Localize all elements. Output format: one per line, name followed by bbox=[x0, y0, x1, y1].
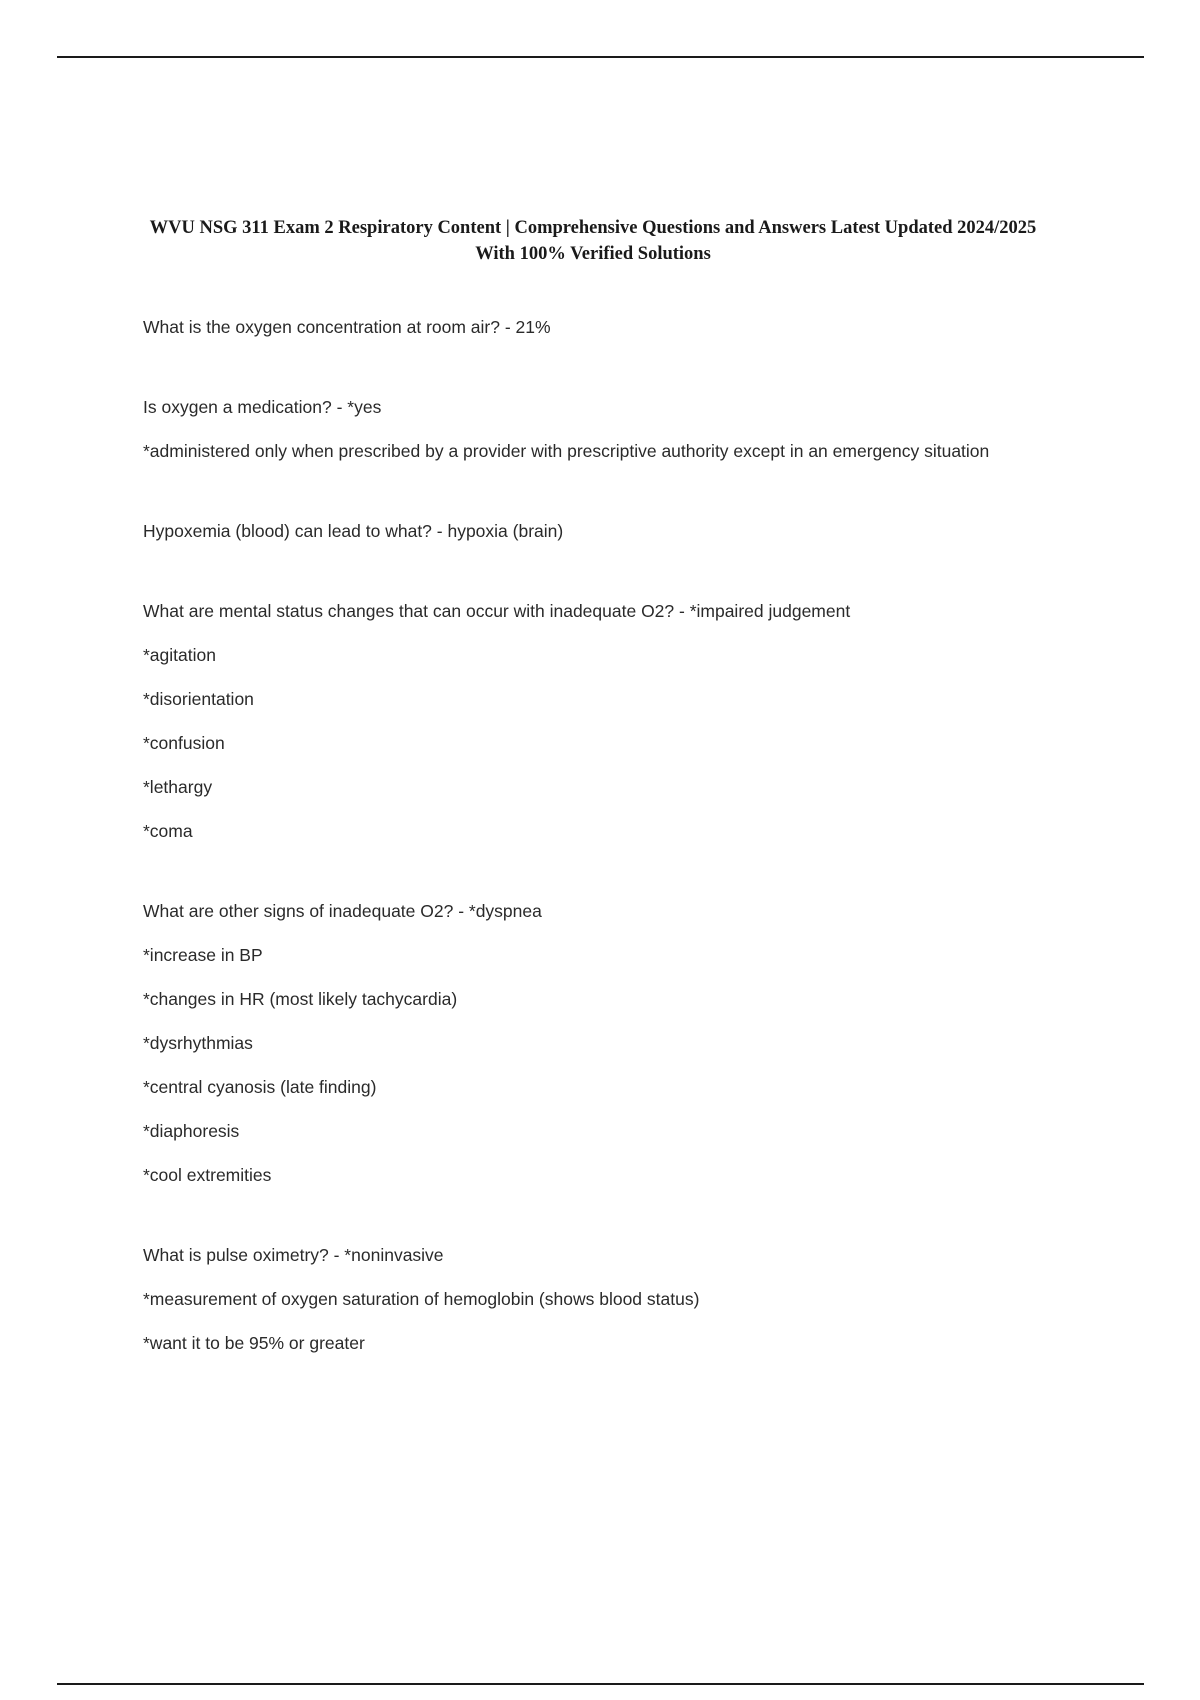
qa-item-4 bbox=[143, 597, 1043, 845]
answer-line: *cool extremities bbox=[143, 1165, 272, 1185]
answer-line: *disorientation bbox=[143, 689, 254, 709]
answer-line: *administered only when prescribed by a provider with prescriptive authority except in an emergency situation bbox=[143, 441, 990, 461]
answer-line: *confusion bbox=[143, 733, 225, 753]
question-line: What are other signs of inadequate O2? - *dyspnea bbox=[143, 901, 542, 921]
document-page bbox=[143, 215, 1043, 1357]
answer-line: *diaphoresis bbox=[143, 1121, 240, 1141]
answer-line: *measurement of oxygen saturation of hemoglobin (shows blood status) bbox=[143, 1289, 700, 1309]
answer-line: *lethargy bbox=[143, 777, 213, 797]
bottom-rule bbox=[57, 1683, 1144, 1685]
answer-line: *want it to be 95% or greater bbox=[143, 1333, 365, 1353]
answer-line: *changes in HR (most likely tachycardia) bbox=[143, 989, 458, 1009]
answer-line: *dysrhythmias bbox=[143, 1033, 253, 1053]
answer-line: *coma bbox=[143, 821, 193, 841]
qa-item-3 bbox=[143, 517, 1043, 545]
question-line: What are mental status changes that can occur with inadequate O2? - *impaired judgement bbox=[143, 601, 851, 621]
answer-line: *central cyanosis (late finding) bbox=[143, 1077, 377, 1097]
question-line: Is oxygen a medication? - *yes bbox=[143, 397, 382, 417]
question-line: What is the oxygen concentration at room air? - 21% bbox=[143, 317, 551, 337]
top-rule bbox=[57, 56, 1144, 58]
question-line: Hypoxemia (blood) can lead to what? - hypoxia (brain) bbox=[143, 521, 564, 541]
qa-item-6 bbox=[143, 1241, 1043, 1357]
qa-item-2 bbox=[143, 393, 1043, 465]
qa-item-1 bbox=[143, 313, 1043, 341]
answer-line: *agitation bbox=[143, 645, 216, 665]
qa-item-5 bbox=[143, 897, 1043, 1189]
question-line: What is pulse oximetry? - *noninvasive bbox=[143, 1245, 444, 1265]
answer-line: *increase in BP bbox=[143, 945, 263, 965]
document-title: WVU NSG 311 Exam 2 Respiratory Content | Comprehensive Questions and Answers Latest Updated 2024/2025 With 100% Verified Solutions bbox=[149, 218, 1037, 264]
